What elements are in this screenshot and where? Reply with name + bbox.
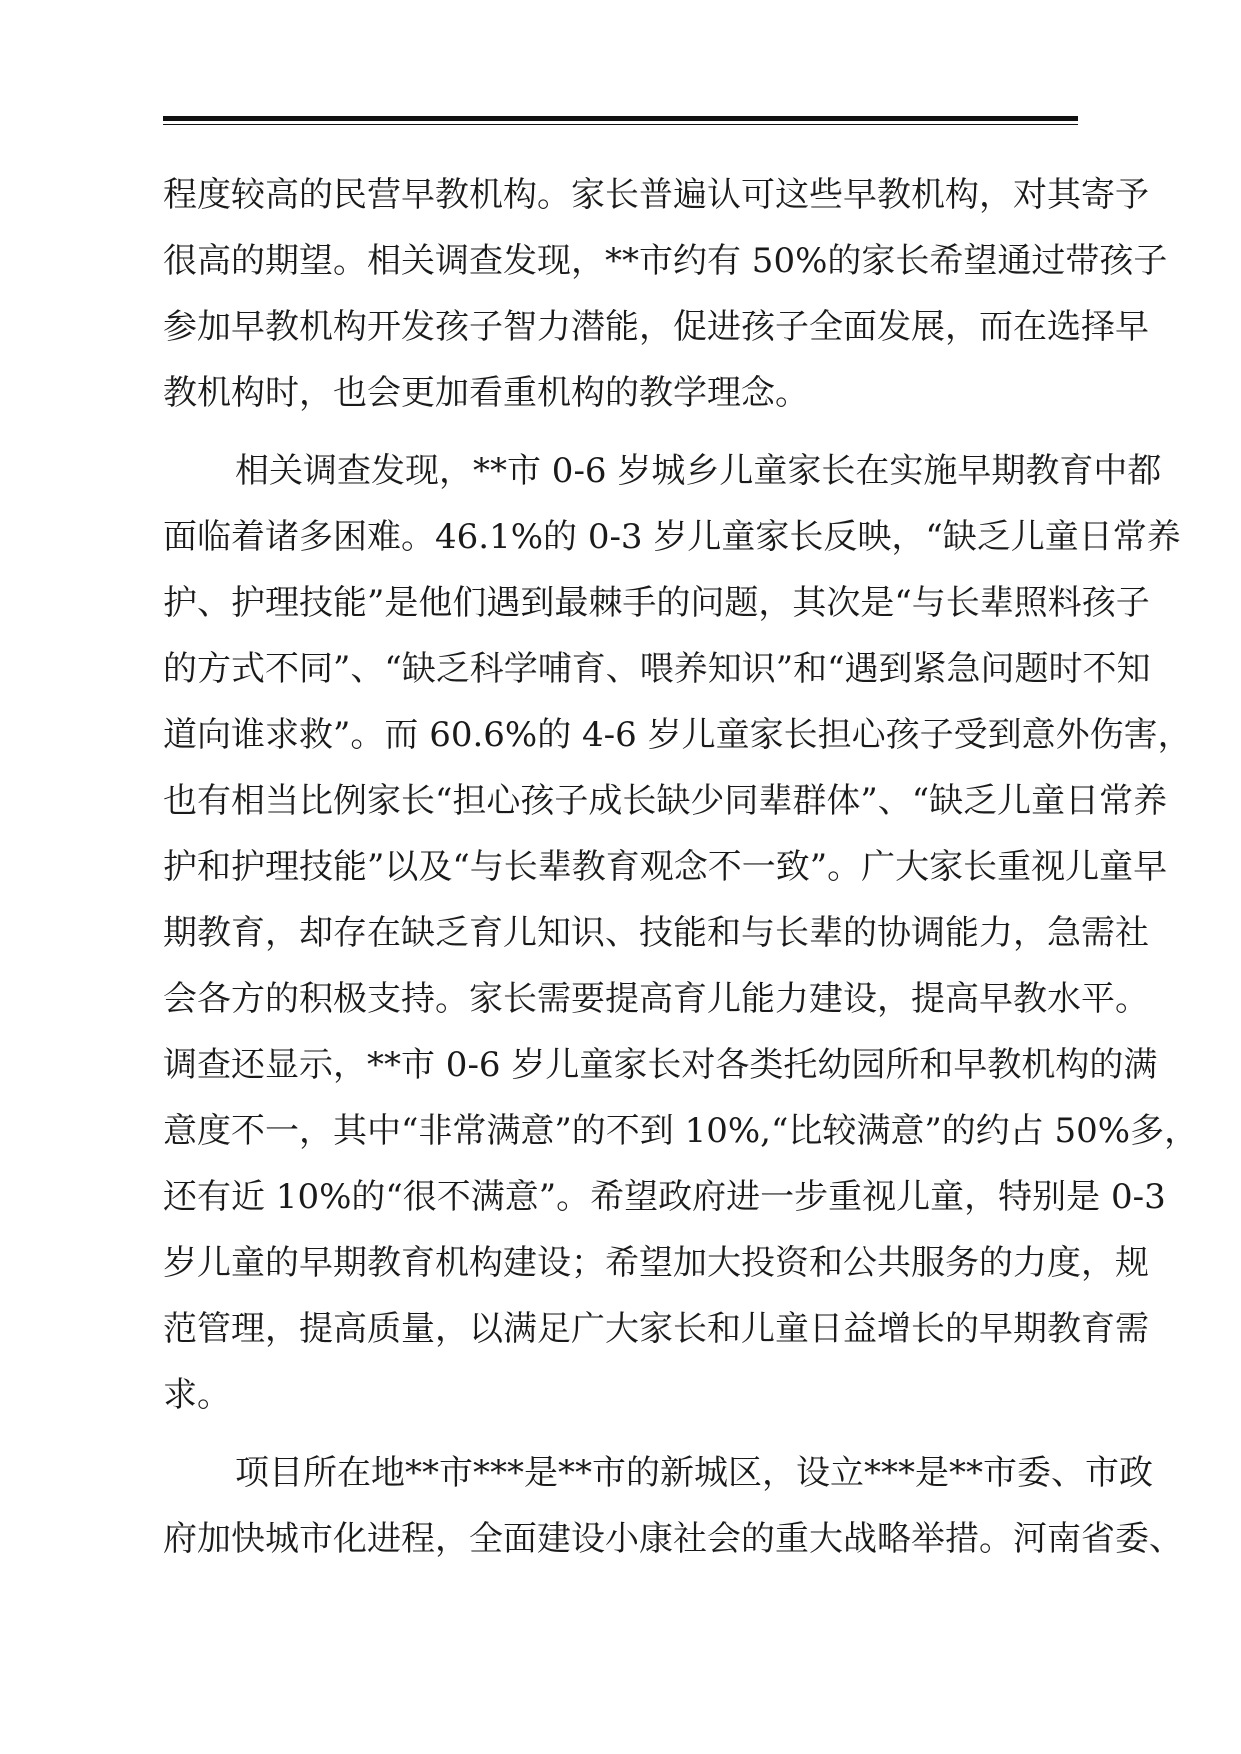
document-body xyxy=(163,162,1199,1572)
header-rule-thick xyxy=(163,116,1078,121)
text-line: 的方式不同”、“缺乏科学哺育、喂养知识”和“遇到紧急问题时不知 xyxy=(163,649,1151,689)
paragraph-1 xyxy=(163,162,1168,426)
text-line: 府加快城市化进程，全面建设小康社会的重大战略举措。河南省委、 xyxy=(163,1519,1183,1559)
text-line: 面临着诸多困难。46.1%的 0-3 岁儿童家长反映，“缺乏儿童日常养 xyxy=(163,517,1181,557)
paragraph-3 xyxy=(163,1440,1183,1572)
text-line: 教机构时，也会更加看重机构的教学理念。 xyxy=(163,373,809,413)
paragraph-2 xyxy=(163,438,1199,1428)
text-line: 范管理，提高质量，以满足广大家长和儿童日益增长的早期教育需 xyxy=(163,1309,1149,1349)
header-rule-thin xyxy=(163,124,1078,125)
text-line: 也有相当比例家长“担心孩子成长缺少同辈群体”、“缺乏儿童日常养 xyxy=(163,781,1168,821)
paragraph-gap xyxy=(163,1428,1078,1440)
text-line: 调查还显示，**市 0-6 岁儿童家长对各类托幼园所和早教机构的满 xyxy=(163,1045,1158,1085)
text-line: 还有近 10%的“很不满意”。希望政府进一步重视儿童，特别是 0-3 xyxy=(163,1177,1166,1217)
text-line: 护和护理技能”以及“与长辈教育观念不一致”。广大家长重视儿童早 xyxy=(163,847,1168,887)
text-line: 参加早教机构开发孩子智力潜能，促进孩子全面发展，而在选择早 xyxy=(163,307,1149,347)
text-line: 护、护理技能”是他们遇到最棘手的问题，其次是“与长辈照料孩子 xyxy=(163,583,1150,623)
text-line: 相关调查发现，**市 0-6 岁城乡儿童家长在实施早期教育中都 xyxy=(235,451,1162,491)
text-line: 项目所在地**市***是**市的新城区，设立***是**市委、市政 xyxy=(235,1453,1153,1493)
text-line: 道向谁求救”。而 60.6%的 4-6 岁儿童家长担心孩子受到意外伤害， xyxy=(163,715,1192,755)
text-line: 意度不一，其中“非常满意”的不到 10%,“比较满意”的约占 50%多， xyxy=(163,1111,1199,1151)
text-line: 期教育，却存在缺乏育儿知识、技能和与长辈的协调能力，急需社 xyxy=(163,913,1149,953)
text-line: 很高的期望。相关调查发现，**市约有 50%的家长希望通过带孩子 xyxy=(163,241,1168,281)
paragraph-gap xyxy=(163,426,1078,438)
text-line: 求。 xyxy=(163,1375,231,1415)
text-line: 程度较高的民营早教机构。家长普遍认可这些早教机构，对其寄予 xyxy=(163,175,1149,215)
text-line: 会各方的积极支持。家长需要提高育儿能力建设，提高早教水平。 xyxy=(163,979,1149,1019)
text-line: 岁儿童的早期教育机构建设；希望加大投资和公共服务的力度，规 xyxy=(163,1243,1149,1283)
